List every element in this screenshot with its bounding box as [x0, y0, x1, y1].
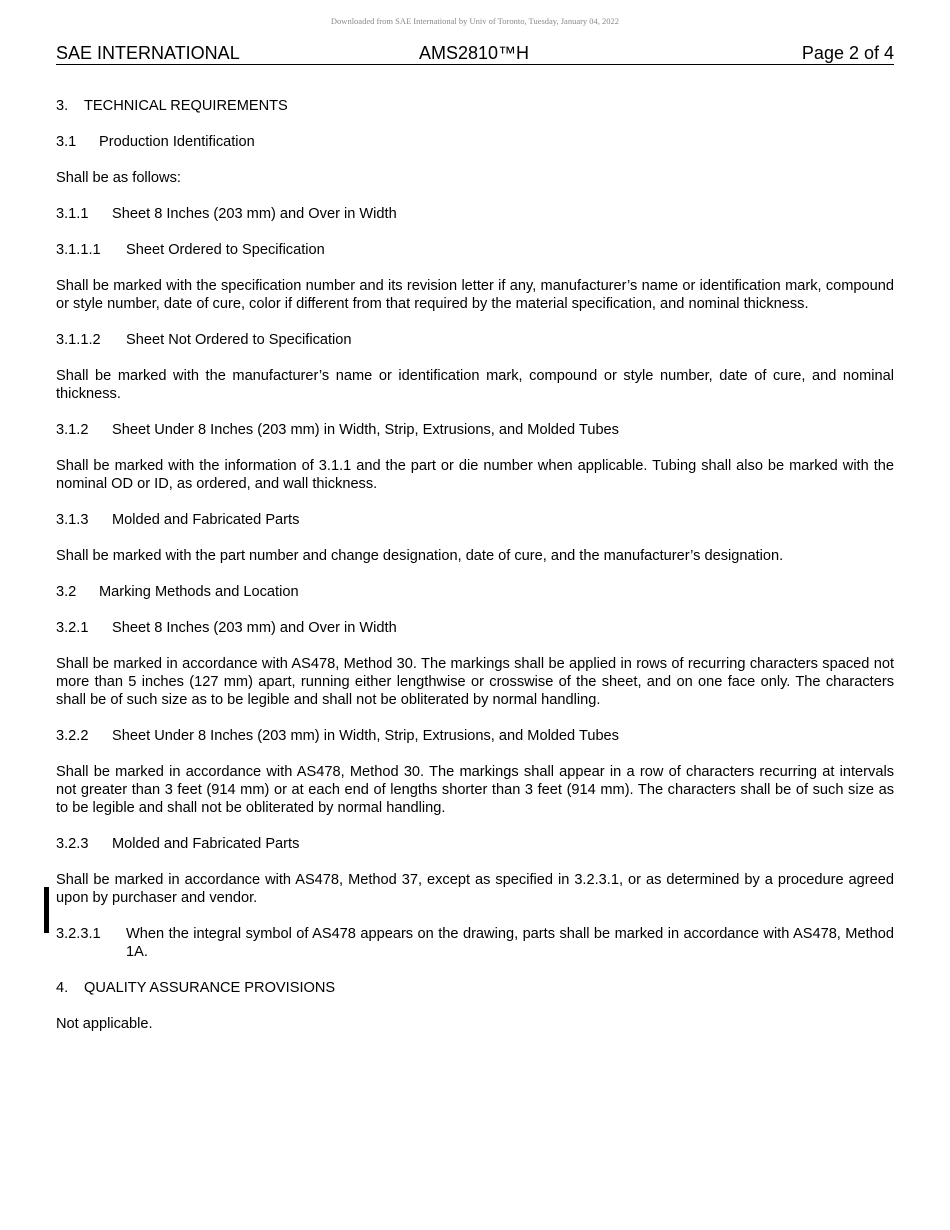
section-title: Sheet Under 8 Inches (203 mm) in Width, Strip, Extrusions, and Molded Tubes — [112, 728, 619, 744]
header-organization: SAE INTERNATIONAL — [56, 43, 240, 63]
paragraph-3-1-1-1: Shall be marked with the specification number and its revision letter if any, manufacturer’s name or identification mark, compound or style number, date of cure, color if different from that required by the material specification, and nominal thickness. — [56, 278, 894, 312]
paragraph-4: Not applicable. — [56, 1016, 153, 1032]
section-number: 3.2.3 — [56, 836, 89, 852]
paragraph-3-1-2: Shall be marked with the information of 3.1.1 and the part or die number when applicable. Tubing shall also be marked with the nominal OD or ID, as ordered, and wall thickness. — [56, 458, 894, 492]
section-number: 3.1.1 — [56, 206, 89, 222]
section-number: 4. — [56, 980, 69, 996]
section-number: 3.2.3.1 — [56, 926, 101, 942]
section-number: 3.2 — [56, 584, 77, 600]
section-title: Molded and Fabricated Parts — [112, 836, 300, 852]
section-heading-3-1-1-2 — [56, 331, 894, 349]
section-heading-3-1-1 — [56, 205, 894, 223]
section-number: 3.2.1 — [56, 620, 89, 636]
section-title: Sheet Under 8 Inches (203 mm) in Width, Strip, Extrusions, and Molded Tubes — [112, 422, 619, 438]
section-number: 3.1.1.2 — [56, 332, 101, 348]
section-number: 3. — [56, 98, 69, 114]
section-heading-3-1-3 — [56, 511, 894, 529]
section-heading-3-1-2 — [56, 421, 894, 439]
section-title: QUALITY ASSURANCE PROVISIONS — [84, 980, 336, 996]
section-heading-4 — [56, 979, 894, 997]
section-number: 3.2.2 — [56, 728, 89, 744]
section-heading-3-2 — [56, 583, 894, 601]
paragraph-3-1-3: Shall be marked with the part number and change designation, date of cure, and the manufacturer’s designation. — [56, 548, 784, 564]
section-title: TECHNICAL REQUIREMENTS — [84, 98, 288, 114]
section-title: Sheet 8 Inches (203 mm) and Over in Width — [112, 206, 397, 222]
section-heading-3-1-1-1 — [56, 241, 894, 259]
paragraph-3-2-2: Shall be marked in accordance with AS478, Method 30. The markings shall appear in a row of characters recurring at intervals not greater than 3 feet (914 mm) or at each end of lengths shorter than 3 feet (914 mm). The characters shall be of such size as to be legible and shall not be obliterated by normal handling. — [56, 764, 894, 816]
section-number: 3.1.3 — [56, 512, 89, 528]
section-title: Sheet 8 Inches (203 mm) and Over in Width — [112, 620, 397, 636]
section-heading-3-2-1 — [56, 619, 894, 637]
section-heading-3-2-2 — [56, 727, 894, 745]
page-header — [56, 43, 894, 65]
section-number: 3.1.2 — [56, 422, 89, 438]
paragraph-3-1: Shall be as follows: — [56, 170, 181, 186]
paragraph-3-2-3-1 — [56, 925, 894, 961]
section-title: Molded and Fabricated Parts — [112, 512, 300, 528]
section-title: Production Identification — [99, 134, 255, 150]
header-page-number: Page 2 of 4 — [801, 43, 894, 63]
section-heading-3-1 — [56, 133, 894, 151]
paragraph-3-1-1-2: Shall be marked with the manufacturer’s name or identification mark, compound or style number, date of cure, and nominal thickness. — [56, 368, 894, 402]
section-number: 3.1.1.1 — [56, 242, 101, 258]
header-document-number: AMS2810™H — [419, 43, 530, 63]
paragraph-3-2-1: Shall be marked in accordance with AS478, Method 30. The markings shall be applied in rows of recurring characters spaced not more than 5 inches (127 mm) apart, running either lengthwise or crosswise of the sheet, and on one face only. The characters shall be of such size as to be legible and shall not be obliterated by normal handling. — [56, 656, 894, 708]
section-title: Sheet Not Ordered to Specification — [126, 332, 352, 348]
revision-change-bar — [44, 887, 49, 933]
section-number: 3.1 — [56, 134, 77, 150]
section-heading-3-2-3 — [56, 835, 894, 853]
section-title: Sheet Ordered to Specification — [126, 242, 325, 258]
paragraph-text: When the integral symbol of AS478 appears on the drawing, parts shall be marked in accordance with AS478, Method 1A. — [126, 926, 894, 960]
document-body — [56, 97, 894, 1051]
section-heading-3 — [56, 97, 894, 115]
download-note: Downloaded from SAE International by Univ of Toronto, Tuesday, January 04, 2022 — [330, 16, 620, 26]
section-title: Marking Methods and Location — [99, 584, 299, 600]
paragraph-3-2-3: Shall be marked in accordance with AS478, Method 37, except as specified in 3.2.3.1, or as determined by a procedure agreed upon by purchaser and vendor. — [56, 872, 894, 906]
